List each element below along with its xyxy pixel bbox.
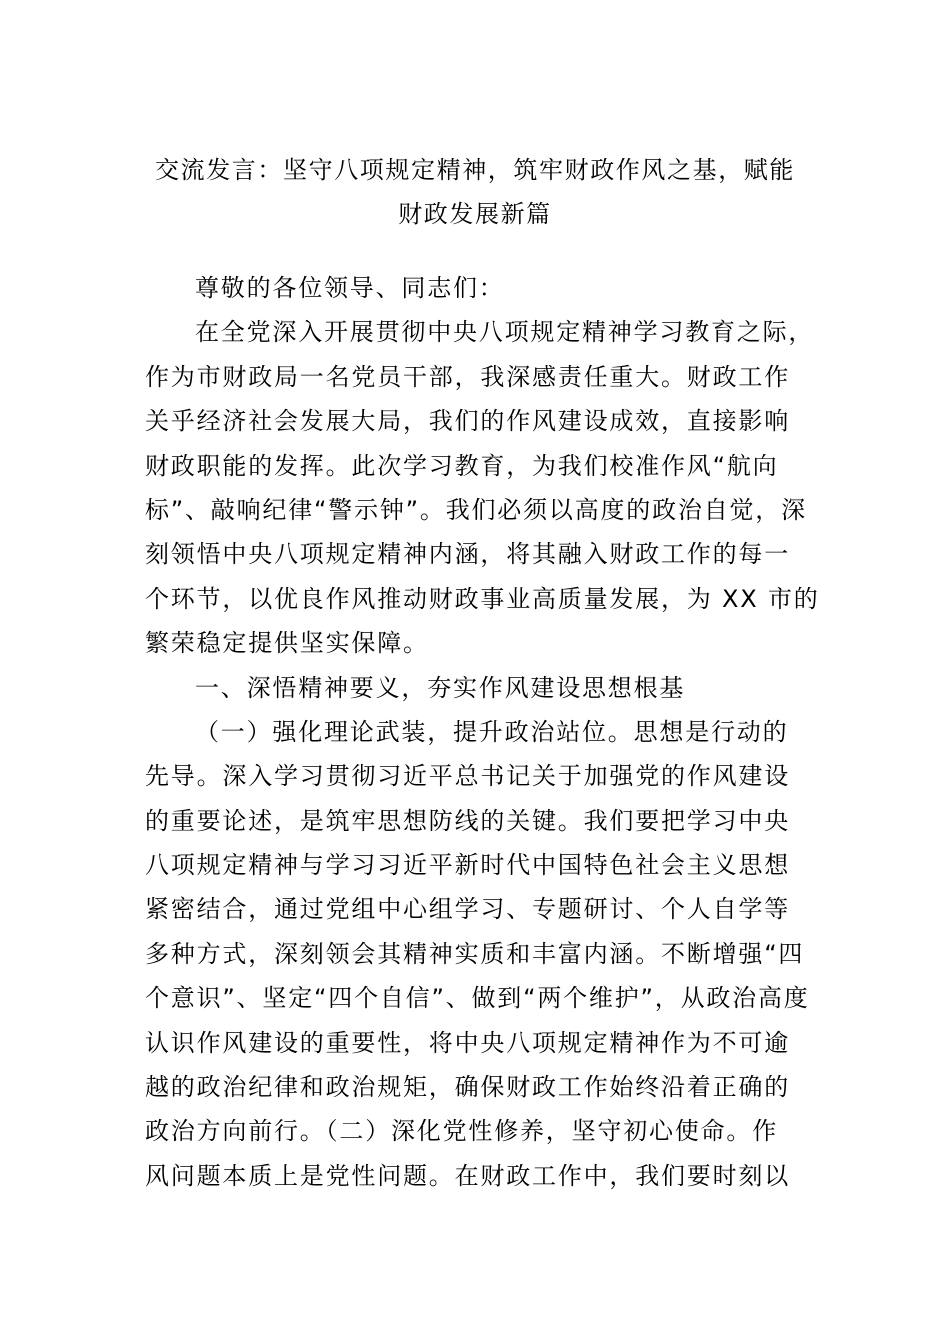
body-text-line: 一、深悟精神要义，夯实作风建设思想根基 xyxy=(195,673,686,702)
document-body xyxy=(145,266,825,1198)
body-text-line: 作为市财政局一名党员干部，我深感责任重大。财政工作 xyxy=(145,362,790,391)
document-title-line-1: 交流发言：坚守八项规定精神，筑牢财政作风之基，赋能 xyxy=(155,156,795,184)
body-text-line: 尊敬的各位领导、同志们： xyxy=(195,274,505,302)
body-text-line: 标”、敲响纪律“警示钟”。我们必须以高度的政治自觉，深 xyxy=(145,495,807,524)
body-text-line: 繁荣稳定提供坚实保障。 xyxy=(145,629,429,658)
body-text-line: 八项规定精神与学习习近平新时代中国特色社会主义思想 xyxy=(145,851,790,880)
body-text-line: （一）强化理论武装，提升政治站位。思想是行动的 xyxy=(195,717,789,746)
body-text-line: 政治方向前行。（二）深化党性修养，坚守初心使命。作 xyxy=(145,1117,778,1146)
body-text-line: 关乎经济社会发展大局，我们的作风建设成效，直接影响 xyxy=(145,407,790,436)
body-text-line: 越的政治纪律和政治规矩，确保财政工作始终沿着正确的 xyxy=(145,1073,790,1102)
body-text-line: 的重要论述，是筑牢思想防线的关键。我们要把学习中央 xyxy=(145,806,790,835)
body-text-line: 多种方式，深刻领会其精神实质和丰富内涵。不断增强“四 xyxy=(145,939,805,968)
body-text-line: 财政职能的发挥。此次学习教育，为我们校准作风“航向 xyxy=(145,451,779,480)
body-text-line: 在全党深入开展贯彻中央八项规定精神学习教育之际， xyxy=(195,318,815,347)
body-text-line: 紧密结合，通过党组中心组学习、专题研讨、个人自学等 xyxy=(145,895,790,924)
body-text-line: 个环节，以优良作风推动财政事业高质量发展，为 XX 市的 xyxy=(145,584,820,613)
document-title-line-2: 财政发展新篇 xyxy=(398,200,552,228)
body-text-line: 认识作风建设的重要性，将中央八项规定精神作为不可逾 xyxy=(145,1028,790,1057)
body-text-line: 个意识”、坚定“四个自信”、做到“两个维护”，从政治高度 xyxy=(145,984,810,1013)
body-text-line: 刻领悟中央八项规定精神内涵，将其融入财政工作的每一 xyxy=(145,540,790,569)
body-text-line: 先导。深入学习贯彻习近平总书记关于加强党的作风建设 xyxy=(145,762,790,791)
body-text-line: 风问题本质上是党性问题。在财政工作中，我们要时刻以 xyxy=(145,1161,790,1190)
